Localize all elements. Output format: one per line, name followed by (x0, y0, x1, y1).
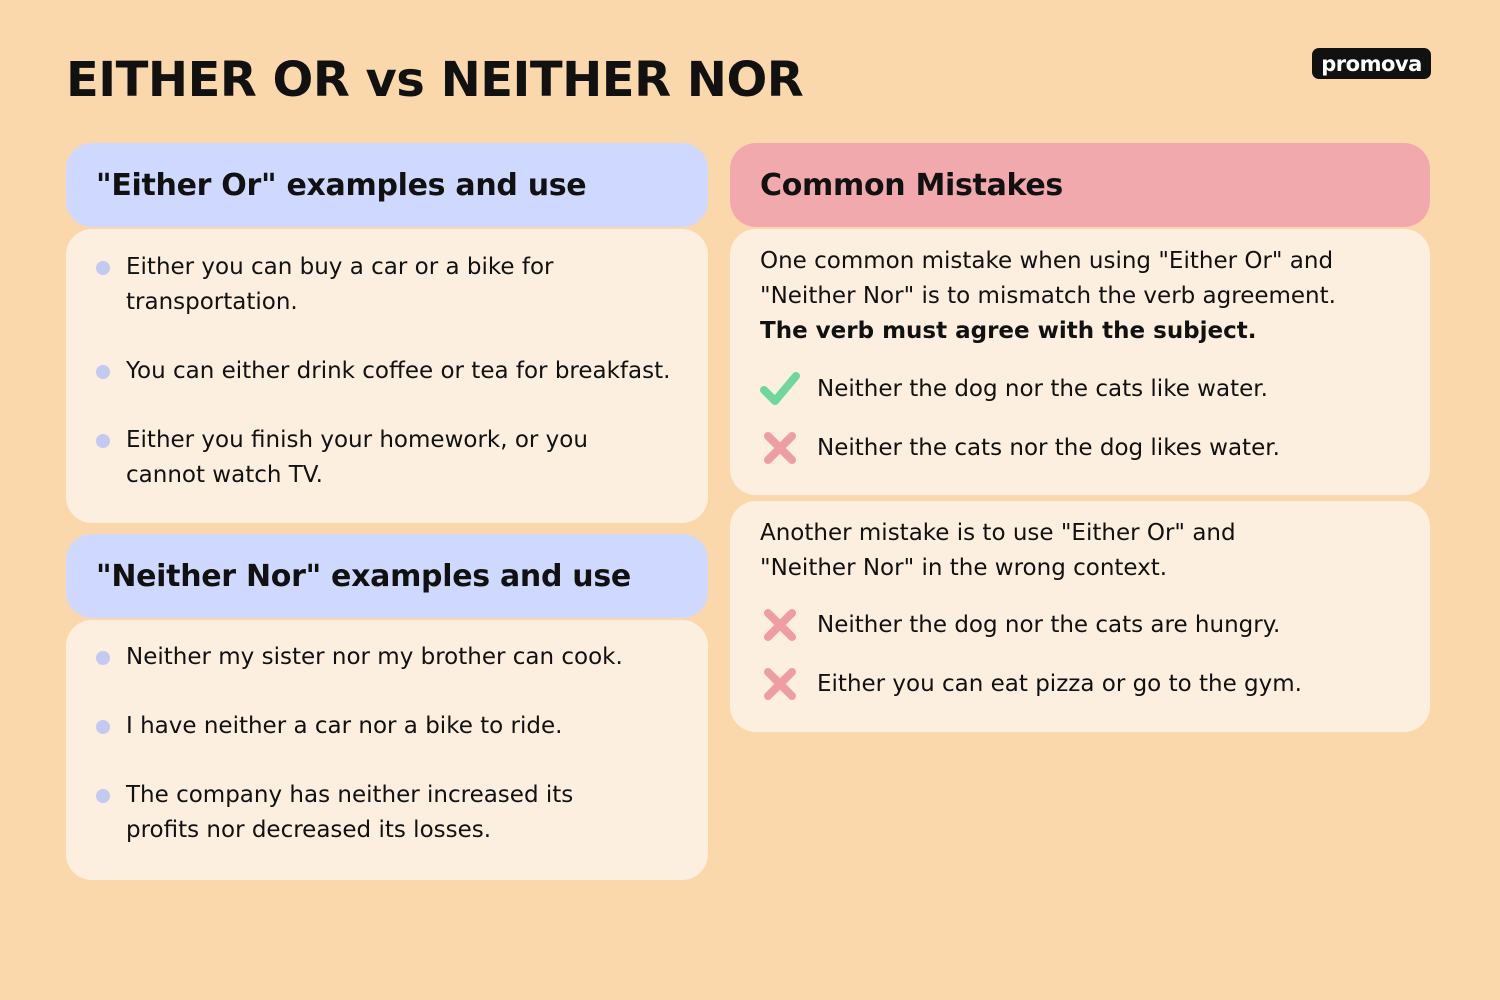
check-icon (760, 369, 800, 409)
mistake-description (760, 516, 1280, 586)
cross-icon (760, 664, 800, 704)
list-item-text: I have neither a car nor a bike to ride. (126, 713, 563, 739)
list-item-text: Neither my sister nor my brother can cook. (126, 644, 623, 670)
bullet-icon (96, 651, 110, 665)
neither-nor-panel (66, 620, 708, 880)
bullet-icon (96, 720, 110, 734)
either-or-heading: "Either Or" examples and use (66, 143, 708, 227)
example-text: Neither the dog nor the cats like water. (817, 376, 1268, 402)
neither-nor-heading: "Neither Nor" examples and use (66, 534, 708, 618)
list-item (126, 354, 686, 389)
list-item-text: Either you finish your homework, or you cannot watch TV. (126, 427, 588, 488)
mistake-box-wrong-context (730, 501, 1430, 732)
cross-icon (760, 428, 800, 468)
mistake-description (760, 244, 1360, 349)
list-item-text: Either you can buy a car or a bike for transportation. (126, 254, 554, 315)
example-incorrect (760, 428, 1280, 468)
list-item (126, 250, 596, 320)
bullet-icon (96, 261, 110, 275)
example-text: Either you can eat pizza or go to the gym. (817, 671, 1302, 697)
example-correct (760, 369, 1268, 409)
mistake-box-verb-agreement (730, 229, 1430, 495)
list-item (126, 709, 686, 744)
list-item (126, 640, 686, 675)
mistake-rule-text: The verb must agree with the subject. (760, 318, 1257, 344)
either-or-panel (66, 229, 708, 523)
list-item-text: You can either drink coffee or tea for breakfast. (126, 358, 671, 384)
example-incorrect (760, 605, 1280, 645)
list-item (126, 423, 606, 493)
example-text: Neither the dog nor the cats are hungry. (817, 612, 1281, 638)
list-item (126, 778, 616, 848)
bullet-icon (96, 365, 110, 379)
mistake-description-text: One common mistake when using "Either Or" and "Neither Nor" is to mismatch the verb agreement. (760, 248, 1336, 309)
bullet-icon (96, 789, 110, 803)
cross-icon (760, 605, 800, 645)
mistake-description-text: Another mistake is to use "Either Or" and "Neither Nor" in the wrong context. (760, 520, 1236, 581)
example-text: Neither the cats nor the dog likes water. (817, 435, 1280, 461)
brand-logo: promova (1312, 48, 1431, 79)
common-mistakes-heading: Common Mistakes (730, 143, 1430, 227)
example-incorrect (760, 664, 1302, 704)
list-item-text: The company has neither increased its profits nor decreased its losses. (126, 782, 574, 843)
bullet-icon (96, 434, 110, 448)
page-title: EITHER OR vs NEITHER NOR (66, 52, 804, 108)
